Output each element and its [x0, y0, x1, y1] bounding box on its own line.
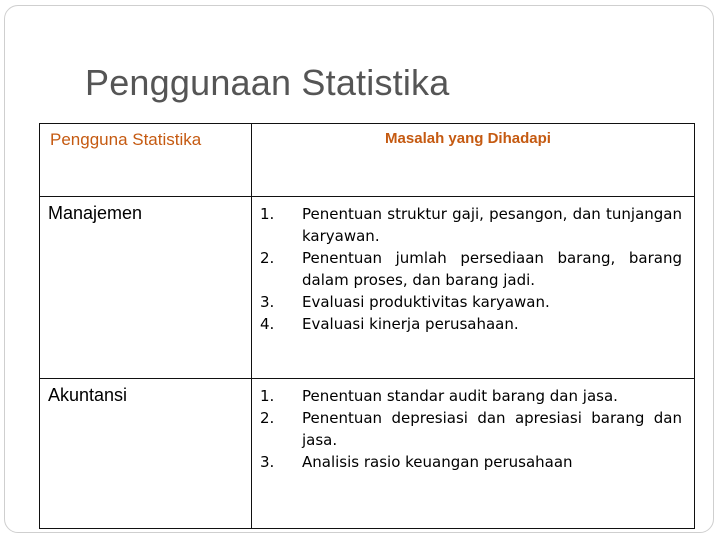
list-item: [252, 203, 682, 247]
item-text: Evaluasi produktivitas karyawan.: [302, 293, 550, 311]
item-text: Penentuan struktur gaji, pesangon, dan tunjangan karyawan.: [302, 205, 682, 245]
category-label: Akuntansi: [48, 385, 128, 405]
problem-list: [252, 379, 694, 473]
list-item: [252, 313, 682, 335]
list-item: [252, 451, 682, 473]
table-row: [40, 379, 695, 529]
header-problem-label: Masalah yang Dihadapi: [385, 130, 551, 147]
header-user-cell: [40, 124, 252, 197]
list-item: [252, 385, 682, 407]
item-number: 1.: [260, 205, 275, 223]
item-text: Analisis rasio keuangan perusahaan: [302, 453, 573, 471]
item-number: 4.: [260, 315, 275, 333]
header-user-label: Pengguna Statistika: [50, 130, 202, 149]
slide-title: Penggunaan Statistika: [85, 62, 450, 103]
list-item: [252, 407, 682, 451]
list-item: [252, 247, 682, 291]
item-number: 2.: [260, 249, 275, 267]
category-label: Manajemen: [48, 203, 143, 223]
table-header-row: [40, 124, 695, 197]
item-number: 2.: [260, 409, 275, 427]
problems-cell: [252, 197, 695, 379]
item-text: Penentuan depresiasi dan apresiasi barang dan jasa.: [302, 409, 682, 449]
item-number: 3.: [260, 453, 275, 471]
item-number: 3.: [260, 293, 275, 311]
category-cell: [40, 379, 252, 529]
problems-cell: [252, 379, 695, 529]
category-cell: [40, 197, 252, 379]
usage-table: [39, 123, 695, 529]
problem-list: [252, 197, 694, 335]
list-item: [252, 291, 682, 313]
item-text: Evaluasi kinerja perusahaan.: [302, 315, 519, 333]
item-number: 1.: [260, 387, 275, 405]
table-row: [40, 197, 695, 379]
header-problem-cell: [252, 124, 695, 197]
item-text: Penentuan jumlah persediaan barang, barang dalam proses, dan barang jadi.: [302, 249, 682, 289]
item-text: Penentuan standar audit barang dan jasa.: [302, 387, 618, 405]
